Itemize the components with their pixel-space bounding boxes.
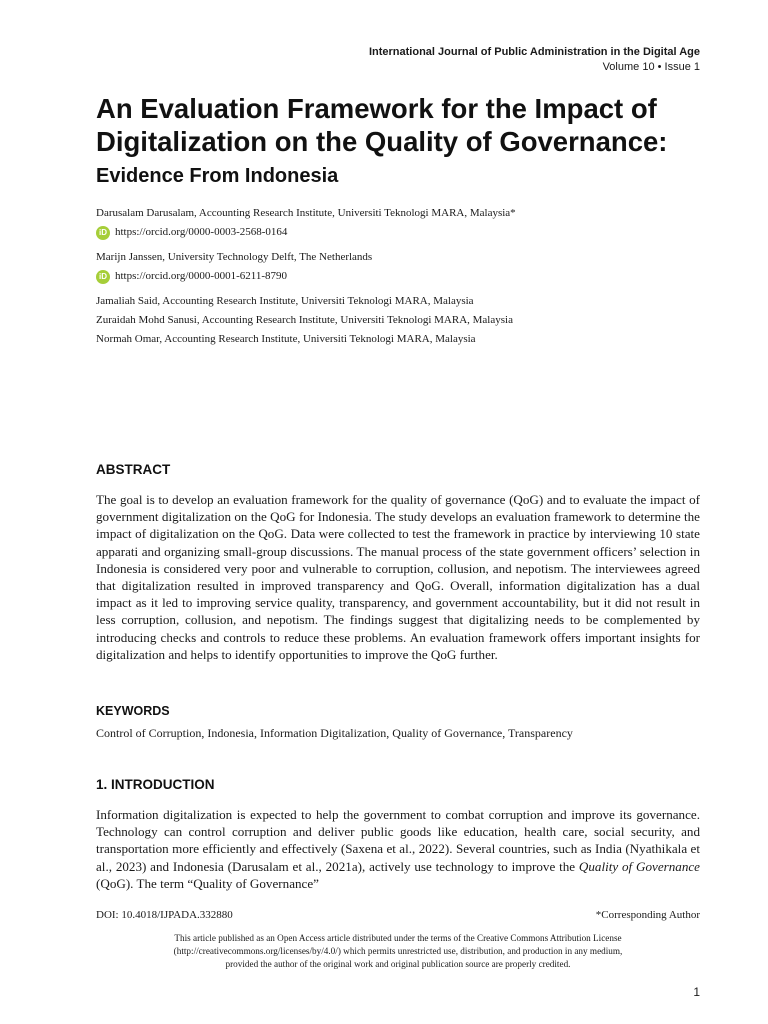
journal-header (369, 45, 700, 75)
author-3: Jamaliah Said, Accounting Research Institute, Universiti Teknologi MARA, Malaysia (96, 295, 474, 307)
title-line-2: Digitalization on the Quality of Governance: (96, 126, 668, 157)
author-5: Normah Omar, Accounting Research Institute, Universiti Teknologi MARA, Malaysia (96, 333, 476, 345)
author-4: Zuraidah Mohd Sanusi, Accounting Research Institute, Universiti Teknologi MARA, Malaysia (96, 314, 513, 326)
license-line-2: (http://creativecommons.org/licenses/by/4.0/) which permits unrestricted use, distribution, and production in any medium, (173, 946, 623, 956)
abstract-heading: ABSTRACT (96, 462, 171, 477)
volume-issue: Volume 10 • Issue 1 (602, 61, 700, 73)
license-notice (96, 932, 700, 971)
orcid-icon: iD (96, 270, 110, 284)
abstract-text: The goal is to develop an evaluation framework for the quality of governance (QoG) and to evaluate the impact of government digitalization on the QoG for Indonesia. The study develops an evaluation framework to determine the impact of digitalization on the QoG. Data were collected to test the framework in practice by interviewing 10 state apparati and organizing small-group discussions. The manual process of the state government officers’ selection in Indonesia is considered very poor and vulnerable to corruption, collusion, and nepotism. The interviewees agreed that digitalization resulted in improved transparency and QoG. Overall, information digitalization has a dual impact as it led to improving service quality, transparency, and government accountability, but it did not result in less corruption, collusion, and nepotism. The findings suggest that digitalizing needs to be complemented by introducing checks and controls to reduce these problems. An evaluation framework offers important insights for digitalization and helps to identify opportunities to improve the QoG further. (96, 492, 700, 662)
keywords-text: Control of Corruption, Indonesia, Information Digitalization, Quality of Governance, Transparency (96, 726, 573, 740)
author-list (96, 204, 700, 349)
orcid-icon: iD (96, 226, 110, 240)
paper-page (96, 0, 700, 1024)
author-2: Marijn Janssen, University Technology Delft, The Netherlands (96, 251, 373, 263)
footer-row (96, 909, 700, 921)
author-1: Darusalam Darusalam, Accounting Research Institute, Universiti Teknologi MARA, Malaysia* (96, 207, 516, 219)
article-title (96, 92, 716, 158)
intro-text-start: Information digitalization is expected to help the government to combat corruption and improve its governance. Technology can control corruption and deliver public goods like education, health care, social security, and transportation more efficiently and effectively (Saxena et al., 2022). Several countries, such as India (Nyathikala et al., 2023) and Indonesia (Darusalam et al., 2021a), actively use technology to improve the (96, 807, 700, 874)
corresponding-author-note: *Corresponding Author (595, 909, 700, 921)
author-1-orcid (96, 223, 700, 242)
intro-text-end: (QoG). The term “Quality of Governance” (96, 875, 319, 891)
license-line-3: provided the author of the original work and original publication source are properly credited. (225, 959, 571, 969)
orcid-link[interactable]: https://orcid.org/0000-0003-2568-0164 (115, 226, 288, 238)
journal-name: International Journal of Public Administration in the Digital Age (368, 46, 700, 58)
title-line-1: An Evaluation Framework for the Impact of (96, 93, 657, 124)
introduction-heading: 1. INTRODUCTION (96, 777, 215, 792)
introduction-text (96, 806, 700, 892)
intro-text-italic: Quality of Governance (578, 858, 700, 874)
license-line-1: This article published as an Open Access article distributed under the terms of the Creative Commons Attribution License (174, 933, 622, 943)
author-2-orcid (96, 267, 700, 286)
page-number: 1 (693, 985, 700, 999)
keywords-heading: KEYWORDS (96, 704, 170, 718)
doi[interactable]: DOI: 10.4018/IJPADA.332880 (96, 909, 233, 921)
orcid-link[interactable]: https://orcid.org/0000-0001-6211-8790 (115, 270, 288, 282)
article-subtitle: Evidence From Indonesia (96, 165, 339, 187)
